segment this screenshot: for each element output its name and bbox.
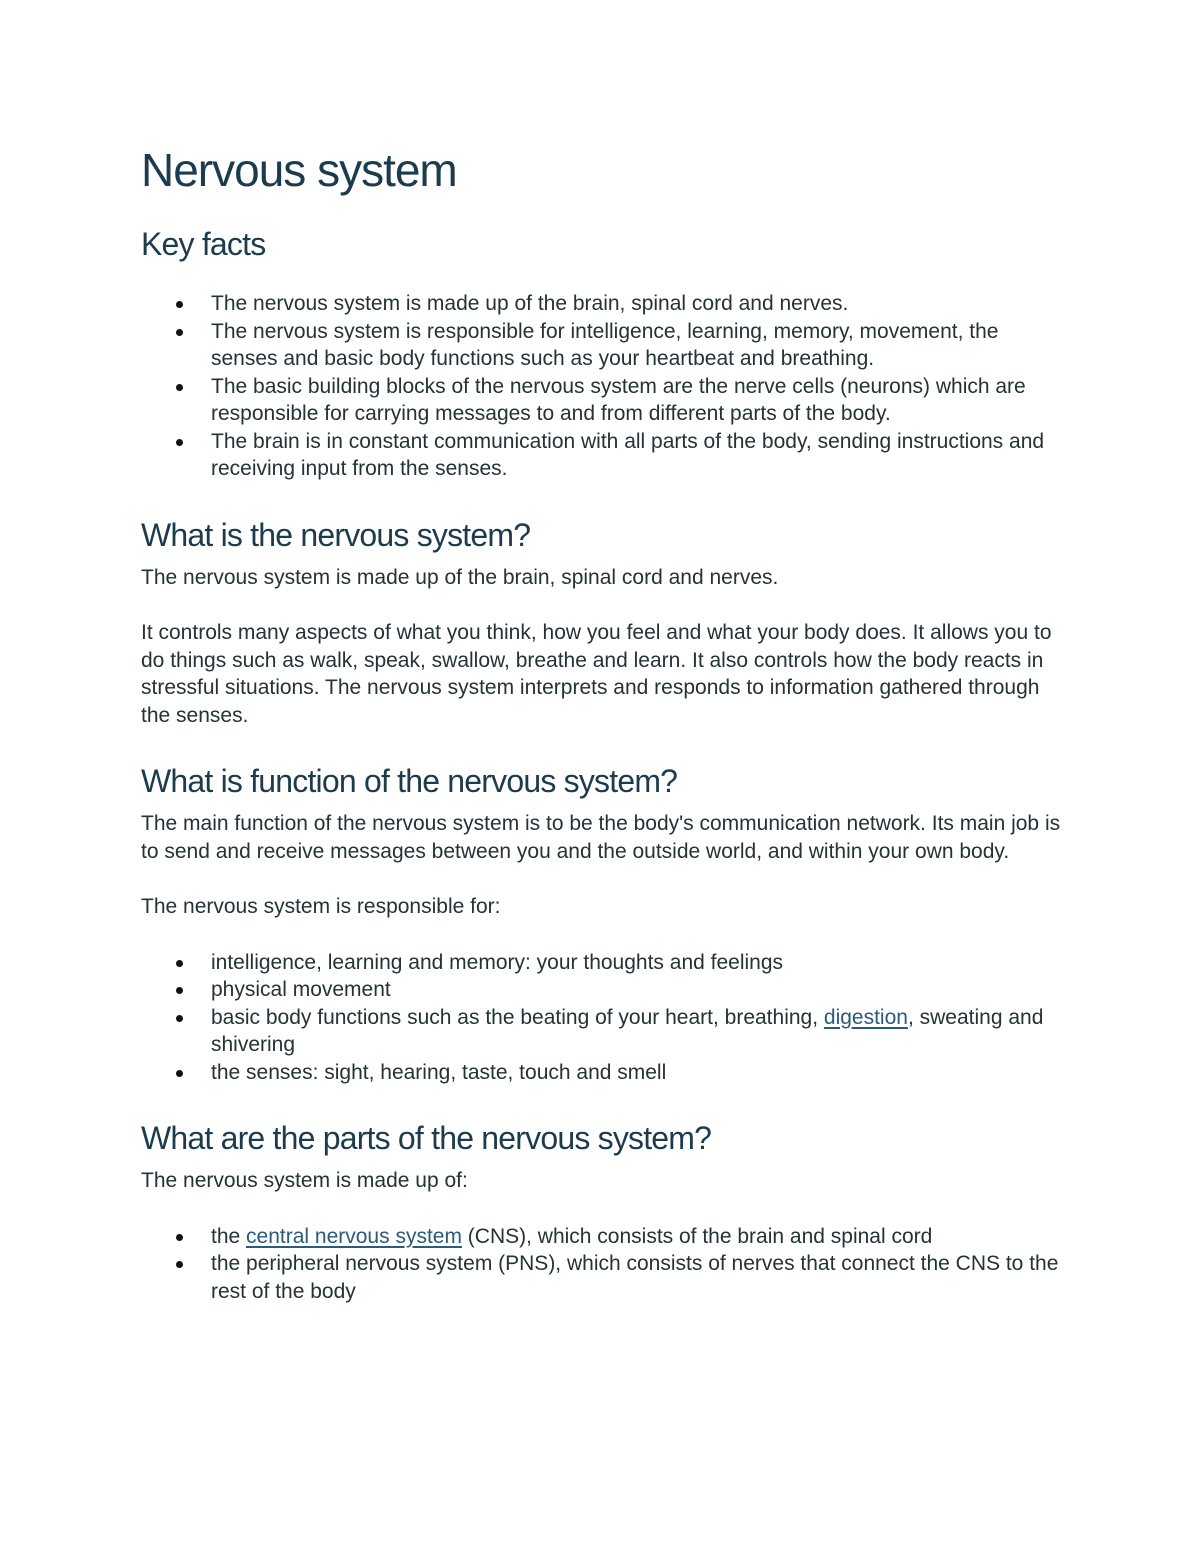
list-item-text-before: basic body functions such as the beating of your heart, breathing,	[211, 1005, 824, 1029]
list-item	[141, 949, 1066, 977]
key-facts-heading: Key facts	[141, 226, 266, 262]
bullet-icon	[176, 439, 183, 446]
function-paragraph-2: The nervous system is responsible for:	[141, 895, 501, 918]
what-is-paragraph-2: It controls many aspects of what you think, how you feel and what your body does. It allows you to do things such as walk, speak, swallow, breathe and learn. It also controls how the body reacts in stressful situations. The nervous system interprets and responds to information gathered through the senses.	[141, 621, 1052, 727]
bullet-icon	[176, 960, 183, 967]
bullet-icon	[176, 384, 183, 391]
parts-heading: What are the parts of the nervous system?	[141, 1120, 712, 1156]
list-item	[141, 318, 1066, 373]
list-item-text: The nervous system is made up of the brain, spinal cord and nerves.	[211, 292, 849, 315]
list-item	[141, 1004, 1066, 1059]
what-is-heading: What is the nervous system?	[141, 516, 531, 553]
list-item-text: intelligence, learning and memory: your thoughts and feelings	[211, 950, 784, 974]
list-item-text-before: the	[211, 1224, 247, 1248]
list-item-text: The basic building blocks of the nervous system are the nerve cells (neurons) which are responsible for carrying messages to and from different parts of the body.	[211, 374, 1026, 425]
list-item-text: the senses: sight, hearing, taste, touch and smell	[211, 1060, 667, 1084]
list-item	[141, 1059, 1066, 1087]
function-heading: What is function of the nervous system?	[141, 763, 678, 799]
bullet-icon	[176, 1070, 183, 1077]
key-facts-list	[141, 290, 1066, 483]
list-item-text: physical movement	[211, 978, 391, 1001]
list-item-text-after: , sweating and shivering	[211, 1005, 1044, 1056]
bullet-icon	[176, 329, 183, 336]
parts-list	[141, 1223, 1066, 1306]
document-page	[141, 140, 1066, 1305]
parts-intro: The nervous system is made up of:	[141, 1169, 468, 1192]
list-item	[141, 1250, 1066, 1305]
list-item-text-after: (CNS), which consists of the brain and spinal cord	[461, 1224, 933, 1248]
what-is-paragraph-1: The nervous system is made up of the brain, spinal cord and nerves.	[141, 565, 779, 589]
bullet-icon	[176, 301, 183, 308]
central-nervous-system-link[interactable]: central nervous system	[246, 1224, 462, 1248]
function-paragraph-1: The main function of the nervous system is to be the body's communication network. Its main job is to send and receive messages between you and the outside world, and within your own body.	[141, 812, 1061, 863]
bullet-icon	[176, 987, 183, 994]
list-item	[141, 290, 1066, 318]
function-list	[141, 949, 1066, 1087]
list-item	[141, 373, 1066, 428]
page-title: Nervous system	[141, 144, 457, 196]
list-item-text: the peripheral nervous system (PNS), which consists of nerves that connect the CNS to the rest of the body	[211, 1252, 1059, 1303]
list-item-text: The brain is in constant communication with all parts of the body, sending instructions and receiving input from the senses.	[211, 429, 1045, 480]
bullet-icon	[176, 1234, 183, 1241]
list-item	[141, 976, 1066, 1004]
list-item	[141, 428, 1066, 483]
digestion-link[interactable]: digestion	[823, 1005, 908, 1029]
bullet-icon	[176, 1015, 183, 1022]
bullet-icon	[176, 1261, 183, 1268]
list-item	[141, 1223, 1066, 1251]
list-item-text: The nervous system is responsible for intelligence, learning, memory, movement, the senses and basic body functions such as your heartbeat and breathing.	[211, 319, 999, 370]
